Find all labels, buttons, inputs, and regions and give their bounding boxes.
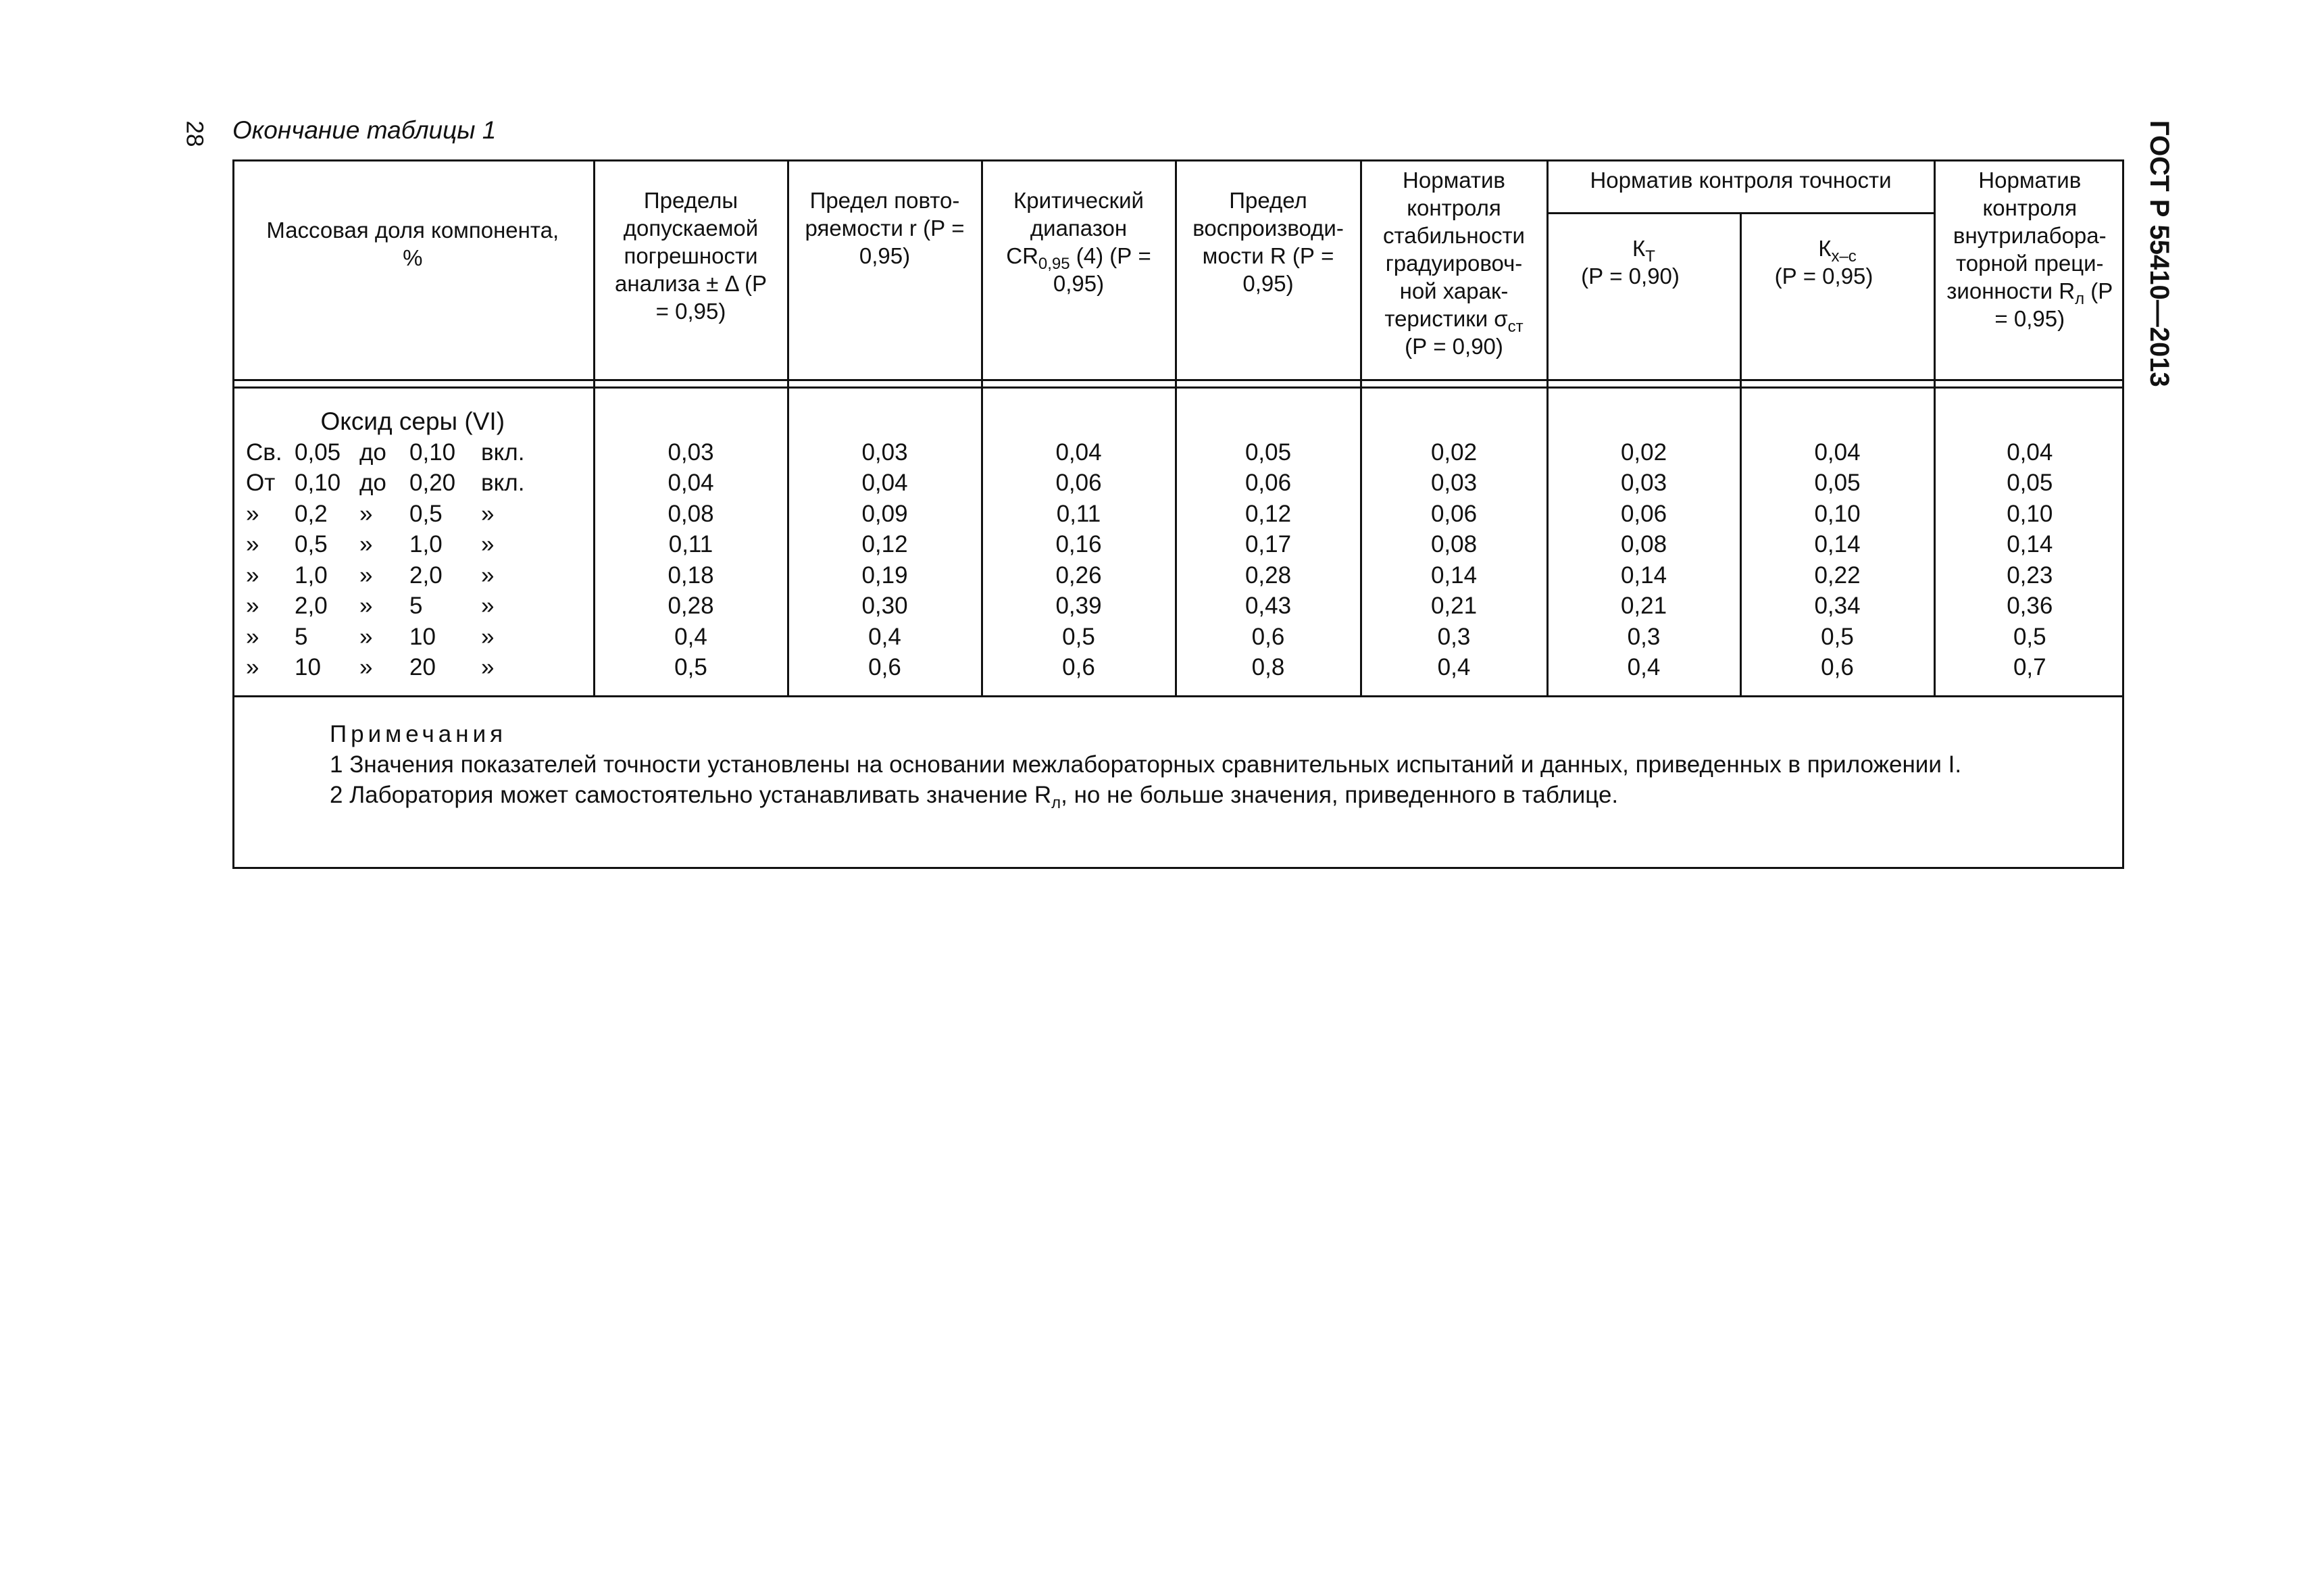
table-cell: 0,6 bbox=[1740, 652, 1934, 696]
header-stability: Норматив контроля стабильности градуировоч-ной харак-теристики $\sigma_{ст}$ (Р = 0,90) bbox=[1361, 159, 1547, 380]
table-cell: 0,5 bbox=[2013, 623, 2046, 650]
row-label-part: 0,5 bbox=[409, 500, 443, 527]
row-label-part: 2,0 bbox=[409, 562, 443, 589]
row-label bbox=[232, 591, 594, 622]
table-cell: 0,03 bbox=[594, 437, 788, 468]
table-row bbox=[232, 652, 2124, 696]
row-label bbox=[232, 468, 594, 499]
row-label-part: » bbox=[481, 623, 495, 650]
table-cell: 0,4 bbox=[1547, 652, 1740, 696]
table-cell: 0,6 bbox=[1176, 622, 1361, 653]
row-label-part: до bbox=[359, 439, 386, 466]
notes bbox=[257, 719, 2094, 810]
header-kt: $К_Т$ (Р = 0,90) bbox=[1547, 214, 1740, 380]
row-label-part: вкл. bbox=[481, 439, 525, 466]
row-label-part: 10 bbox=[295, 654, 321, 680]
table-cell: 0,06 bbox=[1176, 468, 1361, 499]
table-cell: 0,26 bbox=[982, 560, 1176, 591]
document-code bbox=[2140, 120, 2208, 404]
table-cell: 0,43 bbox=[1176, 591, 1361, 622]
table-cell: 0,08 bbox=[594, 499, 788, 530]
table-cell: 0,09 bbox=[788, 499, 982, 530]
row-label-part: » bbox=[246, 531, 259, 557]
table-cell: 0,4 bbox=[594, 622, 788, 653]
page-number: 28 bbox=[181, 120, 208, 147]
document-code-text: ГОСТ Р 55410—2013 bbox=[2144, 120, 2174, 387]
table-cell: 0,22 bbox=[1740, 560, 1934, 591]
table-row bbox=[232, 622, 2124, 653]
table-cell: 0,12 bbox=[788, 529, 982, 560]
notes-title: Примечания bbox=[330, 721, 507, 747]
data-table bbox=[232, 159, 2124, 697]
table-cell: 0,11 bbox=[982, 499, 1176, 530]
row-label-part: » bbox=[359, 654, 373, 680]
table-cell: 0,04 bbox=[594, 468, 788, 499]
row-label-part: » bbox=[481, 531, 495, 557]
table-row bbox=[232, 560, 2124, 591]
row-label-part: » bbox=[359, 500, 373, 527]
row-label-part: » bbox=[246, 562, 259, 589]
table-cell: 0,04 bbox=[2007, 439, 2053, 466]
table-cell: 0,10 bbox=[1740, 499, 1934, 530]
table-cell: 0,5 bbox=[594, 652, 788, 696]
header-repeatability: Предел повто-ряемости r (Р = 0,95) bbox=[788, 159, 982, 380]
table-cell: 0,03 bbox=[788, 437, 982, 468]
table-cell: 0,14 bbox=[1740, 529, 1934, 560]
table-cell: 0,02 bbox=[1361, 437, 1547, 468]
table-cell: 0,5 bbox=[1740, 622, 1934, 653]
table-cell: 0,14 bbox=[1547, 560, 1740, 591]
row-label-part: » bbox=[246, 500, 259, 527]
note-1: 1 Значения показателей точности установлены на основании межлабораторных сравнительных испытаний и данных, приведенных в приложении I. bbox=[330, 751, 1962, 778]
row-label-part: 5 bbox=[295, 623, 308, 650]
row-label-part: » bbox=[481, 593, 495, 619]
table-cell: 0,3 bbox=[1547, 622, 1740, 653]
table-caption: Окончание таблицы 1 bbox=[232, 116, 497, 144]
row-label bbox=[232, 622, 594, 653]
section-title: Оксид серы (VI) bbox=[232, 388, 594, 437]
table-cell: 0,4 bbox=[1361, 652, 1547, 696]
table-rows bbox=[232, 437, 2124, 697]
row-label-part: вкл. bbox=[481, 470, 525, 496]
table-cell: 0,06 bbox=[1361, 499, 1547, 530]
table-cell: 0,6 bbox=[788, 652, 982, 696]
table-cell: 0,21 bbox=[1361, 591, 1547, 622]
table-cell: 0,34 bbox=[1740, 591, 1934, 622]
row-label-part: » bbox=[359, 531, 373, 557]
table-cell: 0,05 bbox=[1740, 468, 1934, 499]
table-cell: 0,08 bbox=[1361, 529, 1547, 560]
table-cell: 0,28 bbox=[1176, 560, 1361, 591]
table-cell: 0,03 bbox=[1361, 468, 1547, 499]
header-reproducibility: Предел воспроизводи-мости R (Р = 0,95) bbox=[1176, 159, 1361, 380]
table-cell: 0,19 bbox=[788, 560, 982, 591]
row-label-part: 0,5 bbox=[295, 531, 328, 557]
header-precision: Норматив контроля внутрилабора-торной преци-зионности $R_л$ (Р = 0,95) bbox=[1934, 159, 2124, 380]
row-label bbox=[232, 652, 594, 696]
table-body bbox=[232, 380, 2124, 437]
row-label bbox=[232, 560, 594, 591]
row-label-part: 0,2 bbox=[295, 500, 328, 527]
table-cell: 0,04 bbox=[1740, 437, 1934, 468]
table-cell: 0,4 bbox=[788, 622, 982, 653]
header-accuracy-group: Норматив контроля точности bbox=[1547, 159, 1934, 214]
row-label-part: » bbox=[481, 500, 495, 527]
row-label-part: » bbox=[246, 623, 259, 650]
header-mass-fraction: Массовая доля компонента, % bbox=[232, 159, 594, 380]
row-label-part: 5 bbox=[409, 593, 423, 619]
header-kxc: $К_{х-с}$ (Р = 0,95) bbox=[1740, 214, 1934, 380]
header-critical-range: Критический диапазон $CR_{0,95}$ (4) (Р = 0,95) bbox=[982, 159, 1176, 380]
row-label-part: » bbox=[481, 654, 495, 680]
table-cell: 0,05 bbox=[1176, 437, 1361, 468]
row-label bbox=[232, 529, 594, 560]
table-cell: 0,5 bbox=[982, 622, 1176, 653]
table-cell: 0,28 bbox=[594, 591, 788, 622]
table-row bbox=[232, 591, 2124, 622]
table-cell: 0,02 bbox=[1547, 437, 1740, 468]
table-cell: 0,23 bbox=[2007, 562, 2053, 589]
table-cell: 0,39 bbox=[982, 591, 1176, 622]
table-cell: 0,21 bbox=[1547, 591, 1740, 622]
table-row bbox=[232, 529, 2124, 560]
row-label-part: » bbox=[481, 562, 495, 589]
row-label-part: » bbox=[246, 654, 259, 680]
row-label-part: 0,20 bbox=[409, 470, 456, 496]
row-label-part: 20 bbox=[409, 654, 436, 680]
table-cell: 0,36 bbox=[2007, 593, 2053, 619]
table-cell: 0,16 bbox=[982, 529, 1176, 560]
row-label-part: 0,10 bbox=[295, 470, 341, 496]
row-label-part: 1,0 bbox=[295, 562, 328, 589]
table-cell: 0,12 bbox=[1176, 499, 1361, 530]
table-cell: 0,30 bbox=[788, 591, 982, 622]
row-label-part: 10 bbox=[409, 623, 436, 650]
row-label-part: » bbox=[359, 562, 373, 589]
table-cell: 0,04 bbox=[788, 468, 982, 499]
table-cell: 0,17 bbox=[1176, 529, 1361, 560]
table-cell: 0,04 bbox=[982, 437, 1176, 468]
row-label-part: 2,0 bbox=[295, 593, 328, 619]
table-cell: 0,08 bbox=[1547, 529, 1740, 560]
table-row bbox=[232, 499, 2124, 530]
header-error-limits: Пределы допускаемой погрешности анализа ± Δ (Р = 0,95) bbox=[594, 159, 788, 380]
table-cell: 0,03 bbox=[1547, 468, 1740, 499]
row-label-part: От bbox=[246, 470, 276, 496]
table-cell: 0,3 bbox=[1361, 622, 1547, 653]
table-row bbox=[232, 437, 2124, 468]
row-label bbox=[232, 499, 594, 530]
row-label-part: 0,10 bbox=[409, 439, 456, 466]
row-label-part: до bbox=[359, 470, 386, 496]
table-cell: 0,05 bbox=[2007, 470, 2053, 496]
table-cell: 0,8 bbox=[1176, 652, 1361, 696]
table-cell: 0,10 bbox=[2007, 500, 2053, 527]
row-label-part: » bbox=[246, 593, 259, 619]
table-cell: 0,14 bbox=[1361, 560, 1547, 591]
note-2: 2 Лаборатория может самостоятельно устанавливать значение $R_л$, но не больше значения, приведенного в таблице. bbox=[330, 782, 1619, 812]
row-label-part: 0,05 bbox=[295, 439, 341, 466]
table-cell: 0,11 bbox=[594, 529, 788, 560]
row-label bbox=[232, 437, 594, 468]
row-label-part: Св. bbox=[246, 439, 282, 466]
table-cell: 0,14 bbox=[2007, 531, 2053, 557]
row-label-part: » bbox=[359, 623, 373, 650]
table-cell: 0,6 bbox=[982, 652, 1176, 696]
row-label-part: 1,0 bbox=[409, 531, 443, 557]
row-label-part: » bbox=[359, 593, 373, 619]
table-row bbox=[232, 468, 2124, 499]
table-cell: 0,06 bbox=[982, 468, 1176, 499]
table-cell: 0,06 bbox=[1547, 499, 1740, 530]
table-cell: 0,18 bbox=[594, 560, 788, 591]
table-cell: 0,7 bbox=[1934, 652, 2124, 696]
